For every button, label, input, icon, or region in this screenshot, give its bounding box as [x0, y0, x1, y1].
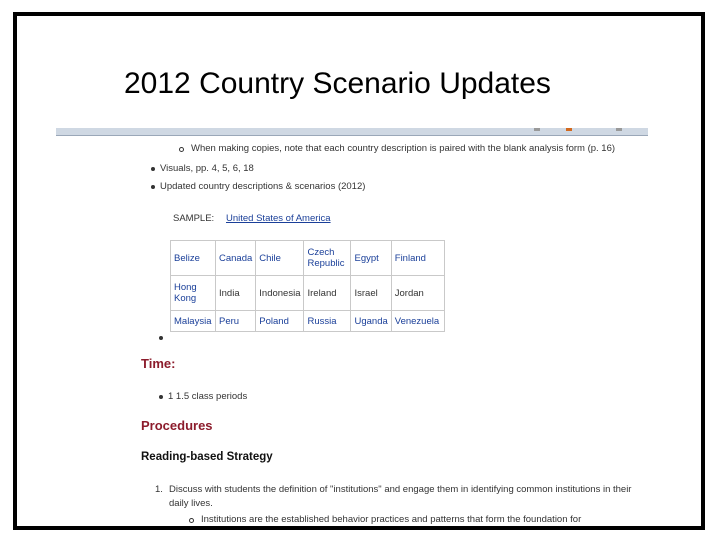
- table-row: [171, 311, 445, 332]
- step-text-line2: daily lives.: [169, 498, 213, 509]
- country-cell: Jordan: [391, 276, 444, 311]
- country-cell: Israel: [351, 276, 391, 311]
- bullet-dot: [151, 167, 155, 171]
- bullet-dot: [159, 395, 163, 399]
- country-cell[interactable]: Uganda: [351, 311, 391, 332]
- toolbar-icon: [616, 128, 622, 131]
- country-descriptions-item: Updated country descriptions & scenarios (2012): [160, 181, 366, 192]
- slide-title: 2012 Country Scenario Updates: [124, 67, 551, 100]
- time-item: 1 1.5 class periods: [168, 391, 248, 402]
- circle-bullet: [179, 147, 184, 152]
- toolbar-icon: [534, 128, 540, 131]
- procedures-heading: Procedures: [141, 418, 213, 433]
- country-table: [170, 240, 445, 332]
- country-cell: Indonesia: [256, 276, 304, 311]
- sample-link[interactable]: United States of America: [226, 213, 331, 224]
- country-cell[interactable]: Finland: [391, 241, 444, 276]
- sample-label: SAMPLE:: [173, 213, 215, 224]
- country-cell[interactable]: Chile: [256, 241, 304, 276]
- toolbar-icon: [566, 128, 572, 131]
- country-cell[interactable]: Peru: [216, 311, 256, 332]
- strategy-heading: Reading-based Strategy: [141, 451, 273, 463]
- table-row: [171, 241, 445, 276]
- country-cell: Ireland: [304, 276, 351, 311]
- browser-toolbar-strip: [56, 128, 648, 136]
- step-text-line1: Discuss with students the definition of "institutions" and engage them in identifying common institutions in their: [169, 484, 632, 495]
- step-number: 1.: [155, 484, 163, 495]
- bullet-dot: [151, 185, 155, 189]
- country-cell[interactable]: Poland: [256, 311, 304, 332]
- country-cell[interactable]: Egypt: [351, 241, 391, 276]
- document-screenshot: [56, 110, 648, 526]
- country-cell[interactable]: Russia: [304, 311, 351, 332]
- country-cell[interactable]: Canada: [216, 241, 256, 276]
- time-heading: Time:: [141, 356, 176, 371]
- country-cell: India: [216, 276, 256, 311]
- bullet-dot: [159, 336, 163, 340]
- country-cell[interactable]: Venezuela: [391, 311, 444, 332]
- country-cell[interactable]: Hong Kong: [171, 276, 216, 311]
- country-cell[interactable]: Czech Republic: [304, 241, 351, 276]
- country-cell[interactable]: Belize: [171, 241, 216, 276]
- slide-frame: [13, 12, 705, 530]
- circle-bullet: [189, 518, 194, 523]
- institutions-definition: Institutions are the established behavior practices and patterns that form the foundation for: [201, 514, 582, 525]
- country-cell[interactable]: Malaysia: [171, 311, 216, 332]
- table-row: [171, 276, 445, 311]
- copy-note: When making copies, note that each country description is paired with the blank analysis form (p. 16): [191, 143, 616, 154]
- visuals-item: Visuals, pp. 4, 5, 6, 18: [160, 163, 254, 174]
